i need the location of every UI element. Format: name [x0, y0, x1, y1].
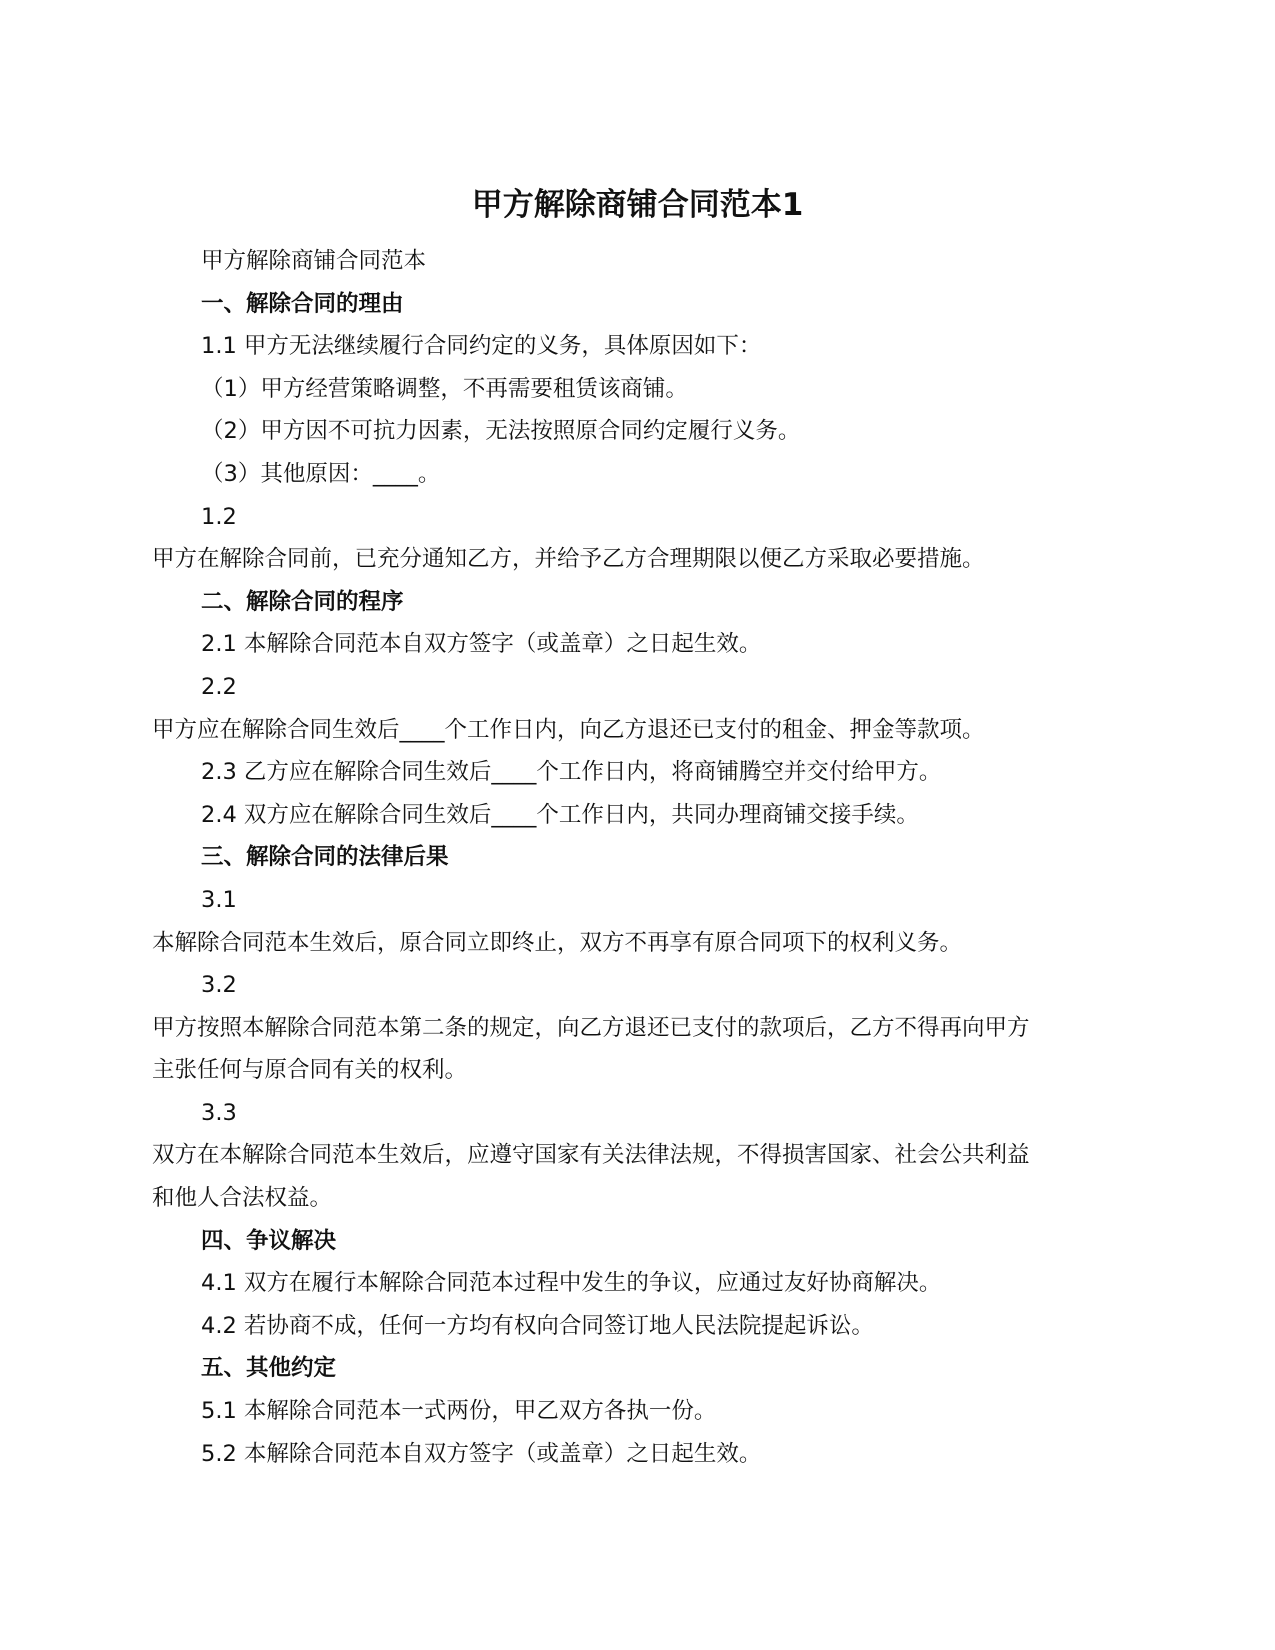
section-heading: 四、争议解决 — [201, 1227, 337, 1254]
section-heading: 一、解除合同的理由 — [201, 290, 404, 317]
paragraph: （2）甲方因不可抗力因素，无法按照原合同约定履行义务。 — [201, 418, 801, 445]
paragraph: 1.2 — [201, 503, 237, 530]
section-heading: 二、解除合同的程序 — [201, 588, 404, 615]
section-heading: 五、其他约定 — [201, 1355, 337, 1382]
paragraph: （3）其他原因：____。 — [201, 460, 441, 487]
paragraph: 和他人合法权益。 — [152, 1185, 333, 1212]
document-title: 甲方解除商铺合同范本1 — [471, 187, 804, 223]
paragraph: 甲方应在解除合同生效后____个工作日内，向乙方退还已支付的租金、押金等款项。 — [152, 716, 985, 743]
paragraph: 3.2 — [201, 972, 237, 999]
paragraph: 本解除合同范本生效后，原合同立即终止，双方不再享有原合同项下的权利义务。 — [152, 929, 963, 956]
paragraph: 5.2 本解除合同范本自双方签字（或盖章）之日起生效。 — [201, 1440, 762, 1467]
paragraph: 1.1 甲方无法继续履行合同约定的义务，具体原因如下： — [201, 333, 762, 360]
paragraph: 3.1 — [201, 886, 237, 913]
paragraph: （1）甲方经营策略调整，不再需要租赁该商铺。 — [201, 375, 688, 402]
paragraph: 2.2 — [201, 673, 237, 700]
paragraph: 5.1 本解除合同范本一式两份，甲乙双方各执一份。 — [201, 1398, 717, 1425]
paragraph: 2.1 本解除合同范本自双方签字（或盖章）之日起生效。 — [201, 631, 762, 658]
document-body — [152, 240, 1142, 1475]
paragraph: 甲方按照本解除合同范本第二条的规定，向乙方退还已支付的款项后，乙方不得再向甲方 — [152, 1014, 1030, 1041]
paragraph: 主张任何与原合同有关的权利。 — [152, 1057, 468, 1084]
paragraph: 甲方在解除合同前，已充分通知乙方，并给予乙方合理期限以便乙方采取必要措施。 — [152, 546, 985, 573]
paragraph: 2.4 双方应在解除合同生效后____个工作日内，共同办理商铺交接手续。 — [201, 801, 919, 828]
section-heading: 三、解除合同的法律后果 — [201, 844, 449, 871]
paragraph: 双方在本解除合同范本生效后，应遵守国家有关法律法规，不得损害国家、社会公共利益 — [152, 1142, 1030, 1169]
paragraph: 3.3 — [201, 1099, 237, 1126]
paragraph: 2.3 乙方应在解除合同生效后____个工作日内，将商铺腾空并交付给甲方。 — [201, 759, 942, 786]
paragraph: 甲方解除商铺合同范本 — [201, 248, 427, 274]
paragraph: 4.1 双方在履行本解除合同范本过程中发生的争议，应通过友好协商解决。 — [201, 1270, 942, 1297]
paragraph: 4.2 若协商不成，任何一方均有权向合同签订地人民法院提起诉讼。 — [201, 1312, 874, 1339]
